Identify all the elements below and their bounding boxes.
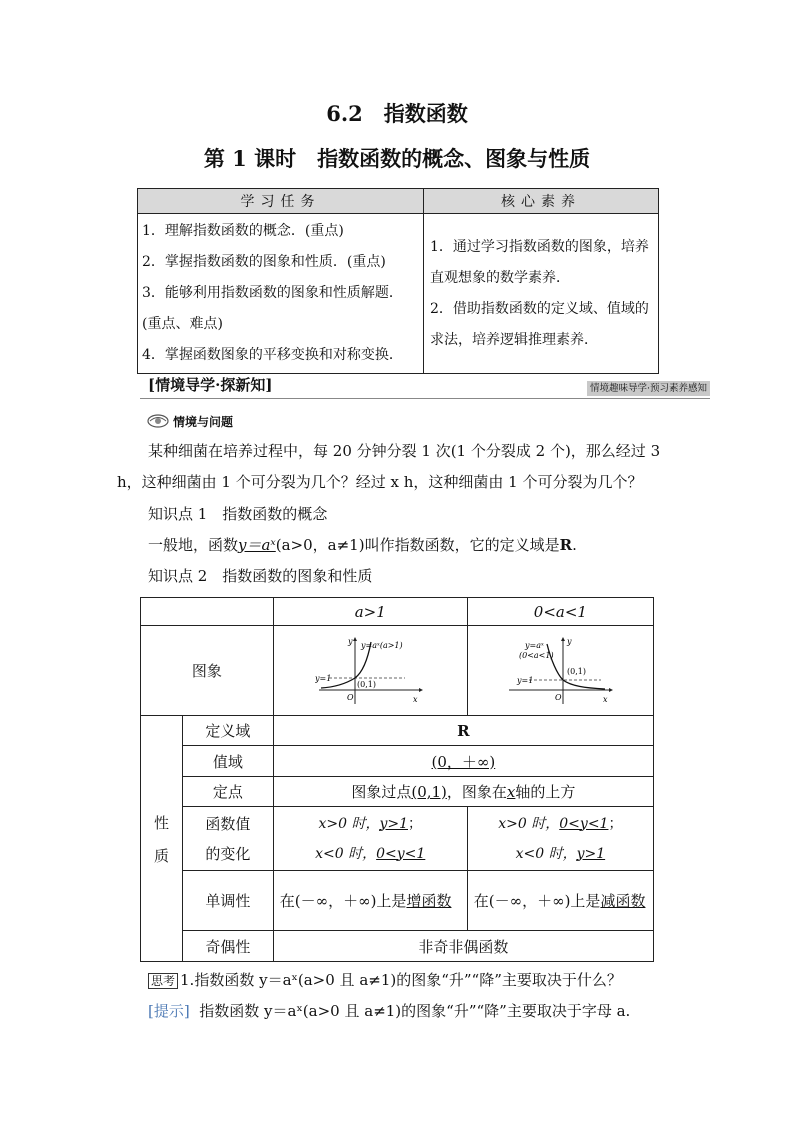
graph-increasing	[273, 626, 467, 716]
mono-gt	[273, 871, 467, 931]
lesson-title: 第 1 课时 指数函数的概念、图象与性质	[203, 146, 591, 171]
x-arrow-icon	[609, 688, 613, 692]
tasks-cell	[138, 214, 424, 374]
point-label: (0,1)	[567, 666, 587, 676]
change-lt-val2: y>1	[576, 845, 606, 862]
mono-gt-pre: 在(－∞，＋∞)上是	[279, 891, 407, 910]
fixed-value	[273, 777, 653, 807]
origin-label: O	[555, 692, 562, 702]
mono-lt	[467, 871, 653, 931]
range-value	[273, 746, 653, 777]
think-question-line	[148, 965, 622, 995]
x-axis-label: x	[413, 694, 418, 704]
origin-label: O	[347, 692, 354, 702]
line-label: y=1	[315, 673, 332, 683]
section-bar	[140, 374, 710, 399]
parity-value: 非奇非偶函数	[273, 931, 653, 962]
task-item: 2．掌握指数函数的图象和性质．(重点)	[142, 254, 386, 270]
scenario-text-line2: h，这种细菌由 1 个可分裂为几个？经过 x h，这种细菌由 1 个可分裂为几个？	[117, 473, 643, 491]
literacy-header: 核心素养	[424, 189, 659, 214]
change-lt-sep: ；	[608, 815, 623, 832]
task-item: 4．掌握函数图象的平移变换和对称变换．	[142, 347, 403, 363]
think-box: 思考	[148, 973, 178, 989]
parity-label: 奇偶性	[183, 931, 274, 962]
side-label	[141, 716, 183, 962]
properties-table	[140, 597, 654, 962]
y-arrow-icon	[353, 637, 357, 641]
section-bar-title: [情境导学·探新知]	[148, 376, 273, 394]
scenario-icon	[147, 413, 169, 429]
change-gt-val1: y>1	[379, 815, 408, 832]
change-lt-val1: 0<y<1	[559, 815, 609, 832]
point-label: (0,1)	[357, 679, 377, 689]
col-a-gt-1: a>1	[273, 598, 467, 626]
k1-end: .	[572, 536, 577, 554]
change-gt-cond1: x>0 时，	[318, 815, 380, 832]
change-lt-cond1: x>0 时，	[498, 815, 560, 832]
graph-a-lt-1	[505, 636, 615, 706]
goals-table	[137, 188, 659, 374]
task-item: 1．理解指数函数的概念．(重点)	[142, 223, 344, 239]
curve-label-2: (0<a<1)	[519, 650, 554, 660]
fixed-mid: ，图象在	[446, 783, 507, 801]
tasks-header: 学习任务	[138, 189, 424, 214]
change-lt	[467, 807, 653, 871]
y-arrow-icon	[561, 637, 565, 641]
x-arrow-icon	[419, 688, 423, 692]
k1-cond: (a>0，a≠1)叫作指数函数，它的定义域是	[275, 536, 560, 554]
fixed-pre: 图象过点	[351, 783, 412, 801]
think-question: 1.指数函数 y＝aˣ(a>0 且 a≠1)的图象“升”“降”主要取决于什么？	[180, 971, 622, 989]
domain-value: R	[273, 716, 653, 746]
mono-gt-value: 增函数	[406, 891, 452, 910]
k1-domain: R	[559, 536, 573, 554]
knowledge1-heading: 知识点 1 指数函数的概念	[148, 505, 328, 523]
k1-formula: y＝aˣ	[238, 536, 276, 554]
col-a-lt-1: 0<a<1	[467, 598, 653, 626]
change-gt-val2: 0<y<1	[376, 845, 426, 862]
graph-label: 图象	[141, 626, 274, 716]
fixed-label: 定点	[183, 777, 274, 807]
literacy-item: 1．通过学习指数函数的图象，培养直观想象的数学素养．	[430, 238, 649, 286]
knowledge2-heading: 知识点 2 指数函数的图象和性质	[148, 567, 373, 585]
graph-decreasing	[467, 626, 653, 716]
literacy-cell	[424, 214, 659, 374]
side-label-2: 质	[153, 846, 169, 865]
x-axis-label: x	[603, 694, 608, 704]
fixed-point: (0,1)	[411, 783, 447, 801]
change-gt-cond2: x<0 时，	[315, 845, 377, 862]
mono-label: 单调性	[183, 871, 274, 931]
corner-cell	[141, 598, 274, 626]
change-label-2: 的变化	[205, 844, 251, 863]
line-label: y=1	[517, 675, 534, 685]
mono-lt-pre: 在(－∞，＋∞)上是	[473, 891, 601, 910]
curve-label-1: y=aˣ	[525, 640, 545, 650]
scenario-label: 情境与问题	[173, 415, 234, 429]
section-title: 6.2 指数函数	[326, 101, 468, 126]
literacy-item: 2．借助指数函数的定义域、值域的求法，培养逻辑推理素养．	[430, 300, 649, 348]
fixed-axis: x	[506, 783, 516, 801]
section-bar-tag: 情境趣味导学·预习素养感知	[587, 381, 710, 396]
range-text: (0，＋∞)	[431, 752, 496, 771]
curve-label: y=aˣ(a>1)	[361, 640, 403, 650]
change-gt-sep: ；	[408, 815, 422, 832]
mono-lt-value: 减函数	[600, 891, 646, 910]
task-item: 3．能够利用指数函数的图象和性质解题．(重点、难点)	[142, 285, 403, 332]
range-label: 值域	[183, 746, 274, 777]
hint-answer: 指数函数 y＝aˣ(a>0 且 a≠1)的图象“升”“降”主要取决于字母 a.	[199, 1002, 631, 1020]
graph-a-gt-1	[315, 636, 425, 706]
scenario-text-line1: 某种细菌在培养过程中，每 20 分钟分裂 1 次(1 个分裂成 2 个)，那么经过 3	[148, 442, 661, 460]
domain-label: 定义域	[183, 716, 274, 746]
side-label-1: 性	[153, 813, 169, 832]
y-axis-label: y	[567, 636, 572, 646]
knowledge1-text	[148, 530, 577, 560]
change-lt-cond2: x<0 时，	[515, 845, 577, 862]
y-axis-label: y	[348, 636, 353, 646]
fixed-post: 轴的上方	[515, 783, 576, 801]
change-label-1: 函数值	[205, 814, 251, 833]
k1-pre: 一般地，函数	[148, 536, 239, 554]
change-gt	[273, 807, 467, 871]
change-label	[183, 807, 274, 871]
hint-line	[148, 996, 630, 1026]
hint-label: [提示]	[148, 1002, 190, 1020]
